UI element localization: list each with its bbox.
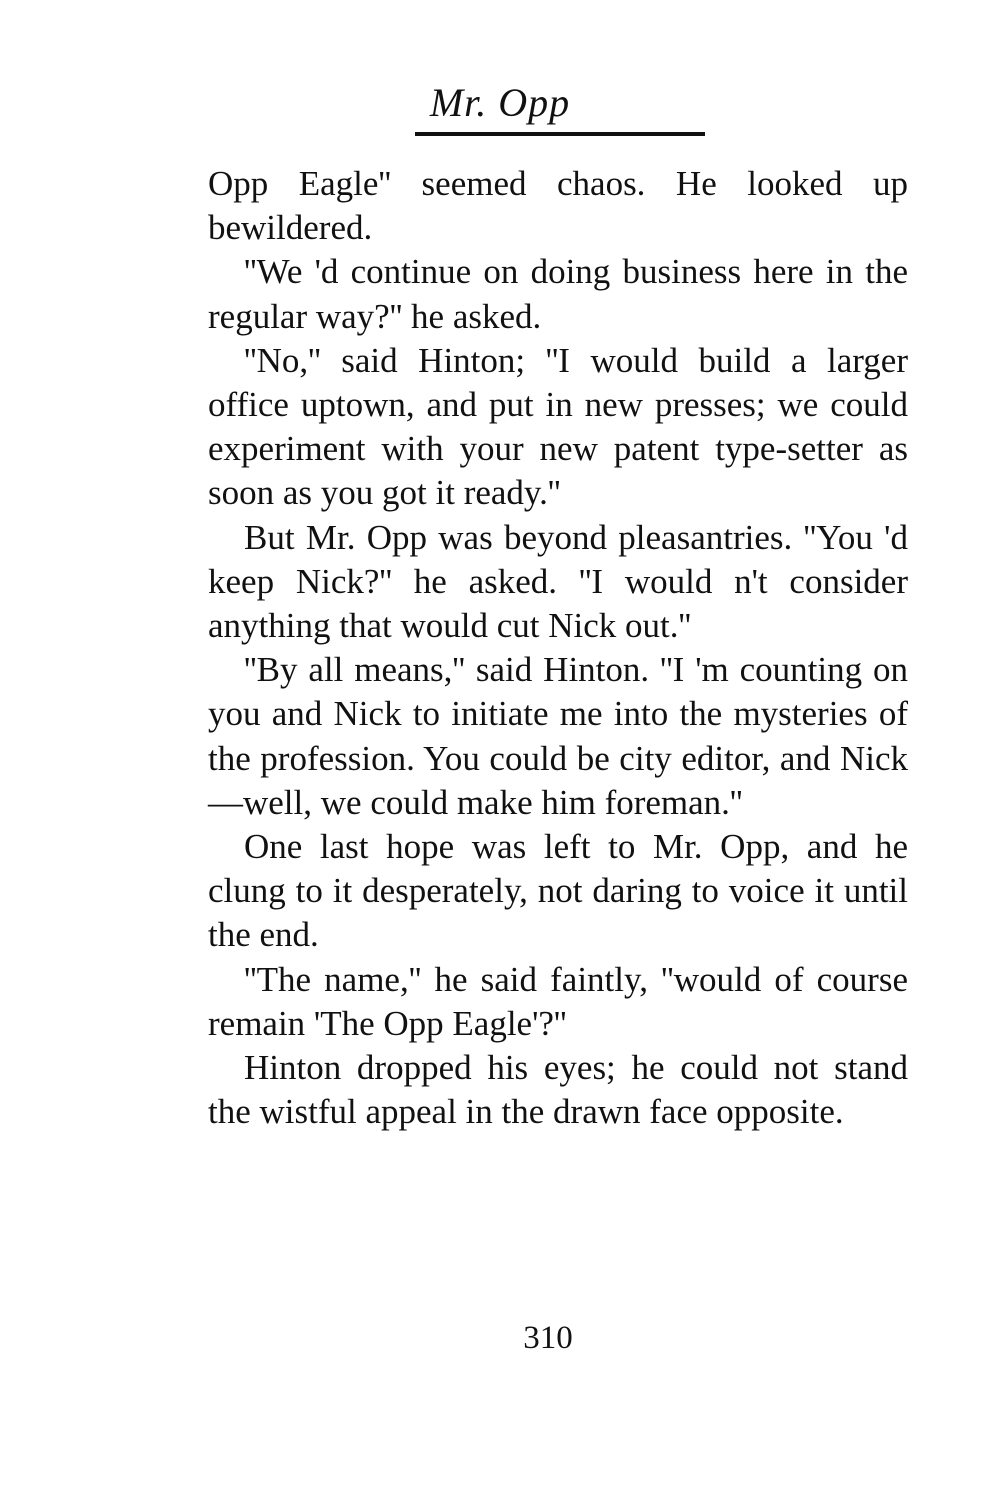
page-number: 310 [523,1320,573,1356]
paragraph: ''No,'' said Hinton; ''I would build a larger office uptown, and put in new presses; we could experiment with your new patent type-setter as soon as you got it ready.'' [208,340,908,513]
running-title: Mr. Opp [429,80,571,125]
header-rule [415,132,705,136]
body-text [208,162,908,1134]
paragraph: Hinton dropped his eyes; he could not stand the wistful appeal in the drawn face opposite. [208,1048,908,1132]
paragraph: But Mr. Opp was beyond pleasantries. ''You 'd keep Nick?'' he asked. ''I would n't consider anything that would cut Nick out.'' [208,517,908,646]
paragraph: ''The name,'' he said faintly, ''would of course remain 'The Opp Eagle'?'' [208,959,908,1043]
paragraph: ''By all means,'' said Hinton. ''I 'm counting on you and Nick to initiate me into the mysteries of the profession. You could be city editor, and Nick—well, we could make him foreman.'' [208,650,908,822]
paragraph: ''We 'd continue on doing business here in the regular way?'' he asked. [208,252,908,336]
paragraph: One last hope was left to Mr. Opp, and he clung to it desperately, not daring to voice it until the end. [208,827,908,955]
paragraph: Opp Eagle'' seemed chaos. He looked up bewildered. [208,164,908,248]
